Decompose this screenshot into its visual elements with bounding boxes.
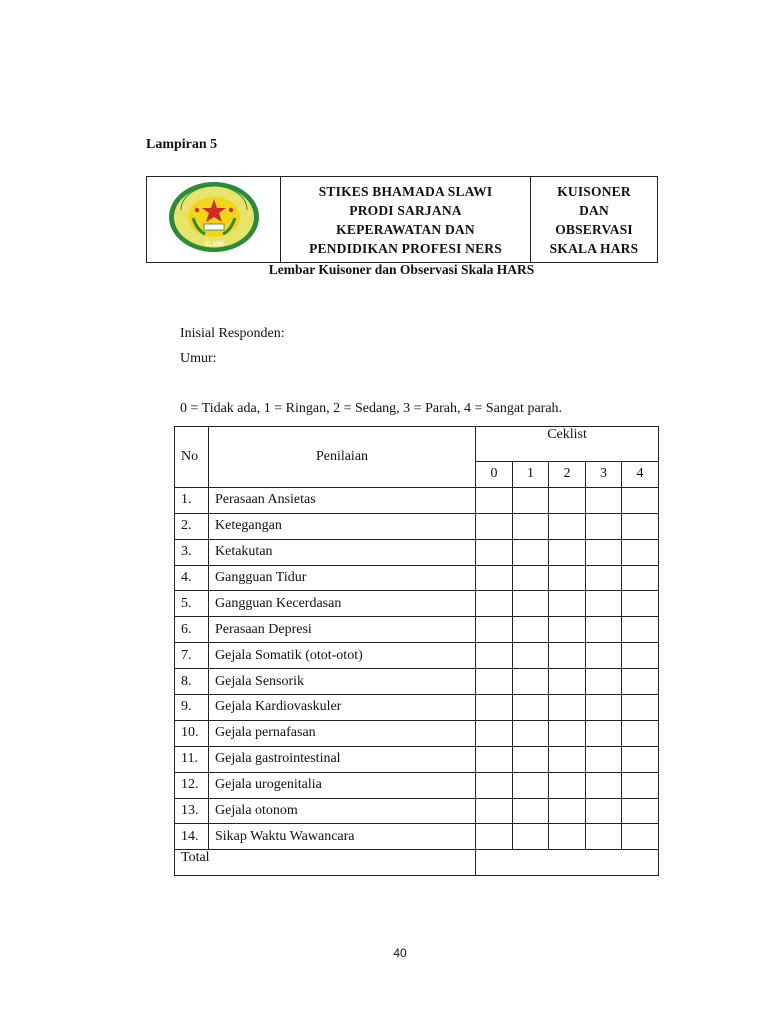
check-cell-score-0[interactable]: [476, 720, 513, 746]
check-cell-score-2[interactable]: [549, 824, 586, 850]
check-cell-score-4[interactable]: [622, 617, 659, 643]
row-number: 11.: [175, 746, 209, 772]
institution-line: PENDIDIKAN PROFESI NERS: [309, 240, 502, 256]
check-cell-score-2[interactable]: [549, 669, 586, 695]
check-cell-score-4[interactable]: [622, 591, 659, 617]
check-cell-score-2[interactable]: [549, 798, 586, 824]
check-cell-score-0[interactable]: [476, 487, 513, 513]
appendix-label: Lampiran 5: [146, 137, 218, 152]
row-number: 10.: [175, 720, 209, 746]
table-row: [175, 746, 659, 772]
logo-cell: [147, 177, 281, 263]
table-row: [175, 772, 659, 798]
table-row: [175, 643, 659, 669]
check-cell-score-1[interactable]: [513, 695, 549, 721]
check-cell-score-3[interactable]: [586, 565, 622, 591]
assessment-item: Gejala gastrointestinal: [209, 746, 476, 772]
logo-text-slawi: SLAWI: [204, 242, 223, 248]
check-cell-score-1[interactable]: [513, 669, 549, 695]
check-cell-score-0[interactable]: [476, 746, 513, 772]
assessment-item: Gejala Sensorik: [209, 669, 476, 695]
check-cell-score-3[interactable]: [586, 591, 622, 617]
form-title: Lembar Kuisoner dan Observasi Skala HARS: [268, 262, 535, 277]
header-ceklist: Ceklist: [476, 427, 659, 462]
row-number: 12.: [175, 772, 209, 798]
assessment-item: Gangguan Kecerdasan: [209, 591, 476, 617]
check-cell-score-2[interactable]: [549, 487, 586, 513]
check-cell-score-1[interactable]: [513, 643, 549, 669]
hars-score-table: [174, 426, 659, 876]
check-cell-score-2[interactable]: [549, 746, 586, 772]
institution-cell: [281, 177, 531, 263]
row-number: 4.: [175, 565, 209, 591]
assessment-item: Gejala otonom: [209, 798, 476, 824]
check-cell-score-3[interactable]: [586, 720, 622, 746]
check-cell-score-3[interactable]: [586, 824, 622, 850]
check-cell-score-4[interactable]: [622, 695, 659, 721]
check-cell-score-1[interactable]: [513, 720, 549, 746]
assessment-item: Gejala Kardiovaskuler: [209, 695, 476, 721]
check-cell-score-1[interactable]: [513, 487, 549, 513]
check-cell-score-2[interactable]: [549, 591, 586, 617]
check-cell-score-4[interactable]: [622, 772, 659, 798]
check-cell-score-4[interactable]: [622, 565, 659, 591]
check-cell-score-2[interactable]: [549, 539, 586, 565]
total-row: [175, 850, 659, 876]
institution-name: [281, 182, 530, 258]
check-cell-score-2[interactable]: [549, 565, 586, 591]
check-cell-score-1[interactable]: [513, 617, 549, 643]
institution-emblem-logo-icon: [167, 180, 261, 254]
check-cell-score-3[interactable]: [586, 695, 622, 721]
check-cell-score-2[interactable]: [549, 617, 586, 643]
row-number: 7.: [175, 643, 209, 669]
check-cell-score-2[interactable]: [549, 695, 586, 721]
check-cell-score-4[interactable]: [622, 643, 659, 669]
assessment-item: Perasaan Ansietas: [209, 487, 476, 513]
assessment-item: Sikap Waktu Wawancara: [209, 824, 476, 850]
table-row: [175, 487, 659, 513]
assessment-item: Gejala urogenitalia: [209, 772, 476, 798]
assessment-item: Gangguan Tidur: [209, 565, 476, 591]
row-number: 13.: [175, 798, 209, 824]
document-type: [531, 182, 657, 258]
check-cell-score-0[interactable]: [476, 539, 513, 565]
score-header: 1: [513, 462, 549, 488]
score-legend: 0 = Tidak ada, 1 = Ringan, 2 = Sedang, 3 = Parah, 4 = Sangat parah.: [180, 401, 563, 416]
row-number: 8.: [175, 669, 209, 695]
document-header: [146, 176, 658, 263]
check-cell-score-1[interactable]: [513, 798, 549, 824]
check-cell-score-4[interactable]: [622, 487, 659, 513]
check-cell-score-0[interactable]: [476, 798, 513, 824]
check-cell-score-0[interactable]: [476, 591, 513, 617]
table-row: [175, 798, 659, 824]
header-no: No: [175, 427, 209, 488]
row-number: 9.: [175, 695, 209, 721]
check-cell-score-0[interactable]: [476, 643, 513, 669]
check-cell-score-4[interactable]: [622, 746, 659, 772]
assessment-item: Gejala Somatik (otot-otot): [209, 643, 476, 669]
table-row: [175, 720, 659, 746]
table-row: [175, 591, 659, 617]
score-header: 4: [622, 462, 659, 488]
check-cell-score-0[interactable]: [476, 513, 513, 539]
check-cell-score-3[interactable]: [586, 487, 622, 513]
check-cell-score-3[interactable]: [586, 772, 622, 798]
check-cell-score-3[interactable]: [586, 669, 622, 695]
table-row: [175, 513, 659, 539]
table-row: [175, 539, 659, 565]
score-header: 0: [476, 462, 513, 488]
row-number: 3.: [175, 539, 209, 565]
row-number: 1.: [175, 487, 209, 513]
row-number: 6.: [175, 617, 209, 643]
table-row: [175, 669, 659, 695]
row-number: 5.: [175, 591, 209, 617]
score-header: 2: [549, 462, 586, 488]
institution-line: KEPERAWATAN DAN: [336, 221, 475, 237]
doc-type-line: SKALA HARS: [549, 240, 639, 256]
assessment-item: Perasaan Depresi: [209, 617, 476, 643]
check-cell-score-3[interactable]: [586, 643, 622, 669]
check-cell-score-0[interactable]: [476, 824, 513, 850]
check-cell-score-1[interactable]: [513, 772, 549, 798]
table-row: [175, 565, 659, 591]
doc-type-line: DAN: [579, 202, 609, 218]
check-cell-score-0[interactable]: [476, 695, 513, 721]
institution-line: PRODI SARJANA: [349, 202, 462, 218]
header-penilaian: Penilaian: [209, 427, 476, 488]
check-cell-score-4[interactable]: [622, 824, 659, 850]
table-row: [175, 824, 659, 850]
check-cell-score-3[interactable]: [586, 617, 622, 643]
check-cell-score-4[interactable]: [622, 720, 659, 746]
check-cell-score-1[interactable]: [513, 513, 549, 539]
check-cell-score-3[interactable]: [586, 539, 622, 565]
institution-line: STIKES BHAMADA SLAWI: [318, 183, 493, 199]
check-cell-score-3[interactable]: [586, 513, 622, 539]
check-cell-score-4[interactable]: [622, 669, 659, 695]
total-label: Total: [175, 850, 476, 876]
score-header: 3: [586, 462, 622, 488]
check-cell-score-0[interactable]: [476, 669, 513, 695]
check-cell-score-0[interactable]: [476, 617, 513, 643]
check-cell-score-3[interactable]: [586, 746, 622, 772]
check-cell-score-1[interactable]: [513, 591, 549, 617]
check-cell-score-4[interactable]: [622, 539, 659, 565]
check-cell-score-0[interactable]: [476, 565, 513, 591]
assessment-item: Gejala pernafasan: [209, 720, 476, 746]
check-cell-score-2[interactable]: [549, 513, 586, 539]
check-cell-score-1[interactable]: [513, 824, 549, 850]
check-cell-score-4[interactable]: [622, 513, 659, 539]
row-number: 2.: [175, 513, 209, 539]
total-value-cell[interactable]: [476, 850, 659, 876]
check-cell-score-2[interactable]: [549, 643, 586, 669]
check-cell-score-1[interactable]: [513, 746, 549, 772]
page-number: 40: [393, 946, 407, 960]
check-cell-score-1[interactable]: [513, 565, 549, 591]
doc-type-cell: [531, 177, 658, 263]
age-label: Umur:: [180, 351, 217, 366]
check-cell-score-4[interactable]: [622, 798, 659, 824]
check-cell-score-1[interactable]: [513, 539, 549, 565]
doc-type-line: KUISONER: [557, 183, 631, 199]
check-cell-score-2[interactable]: [549, 772, 586, 798]
table-row: [175, 617, 659, 643]
assessment-item: Ketakutan: [209, 539, 476, 565]
table-row: [175, 695, 659, 721]
doc-type-line: OBSERVASI: [555, 221, 633, 237]
respondent-initial-label: Inisial Responden:: [180, 326, 285, 341]
assessment-item: Ketegangan: [209, 513, 476, 539]
check-cell-score-2[interactable]: [549, 720, 586, 746]
row-number: 14.: [175, 824, 209, 850]
check-cell-score-3[interactable]: [586, 798, 622, 824]
check-cell-score-0[interactable]: [476, 772, 513, 798]
